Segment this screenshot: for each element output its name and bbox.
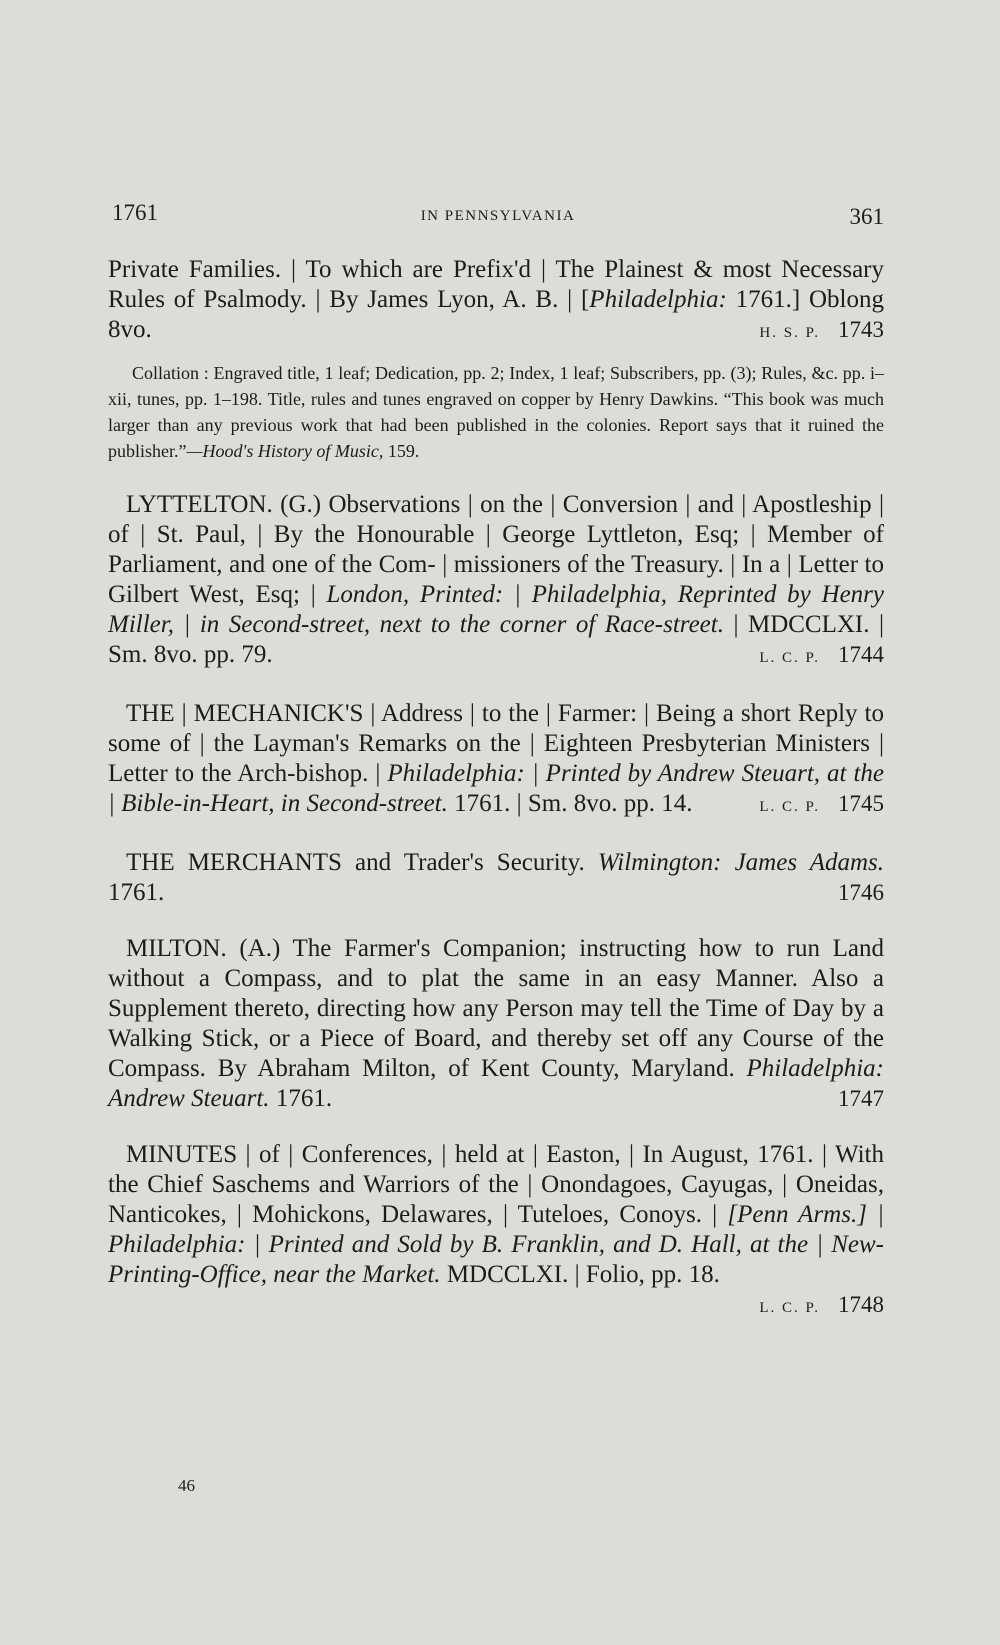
collation-page: 159. [383,441,420,461]
running-title: IN PENNSYLVANIA [420,208,576,224]
entry-reference [741,1290,884,1323]
entry-reference [759,315,884,348]
entry-text: Private Families. | To which are Prefix'd | The Plainest & most Necessary Rules of Psalmody. | By James Lyon, A. B. | [ [108,256,884,313]
entry-imprint: Philadelphia: Andrew Steuart. [108,1055,884,1112]
entry-1743 [108,255,884,464]
library-code: L. C. P. [759,799,820,815]
entry-1748 [108,1140,884,1323]
entry-text: LYTTELTON. (G.) Observations | on the | Conversion | and | Apostleship | of | St. Paul, | By the Honourable | George Lyttleton, Esq; | Member of Parliament, and one of the Com- | missioners of the Treasury. | In a | Letter to Gilbert West, Esq; | [108,491,884,608]
library-code: L. C. P. [759,1300,820,1316]
library-code: L. C. P. [759,650,820,666]
collation-citation: —Hood's History of Music, [186,441,384,461]
library-code: H. S. P. [759,325,820,341]
page-header [112,200,884,240]
entry-1745 [108,699,884,822]
entry-number: 1743 [838,317,884,342]
entry-imprint: Philadelphia: [589,286,727,313]
bibliography-entries [108,255,884,1323]
entry-text-tail: MDCCLXI. | Folio, pp. 18. [440,1261,720,1288]
signature-mark: 46 [178,1476,195,1495]
entry-text: THE | MECHANICK'S | Address | to the | Farmer: | Being a short Reply to some of | the Layman's Remarks on the | Eighteen Presbyterian Ministers | Letter to the Arch-bishop. | [108,700,884,787]
entry-1747 [108,934,884,1114]
entry-reference [741,640,884,673]
entry-text: MILTON. (A.) The Farmer's Companion; instructing how to run Land without a Compass, and to plat the same in an easy Manner. Also a Supplement thereto, directing how any Person may tell the Time of Day by a Walking Stick, or a Piece of Board, and thereby set off any Course of the Compass. By Abraham Milton, of Kent County, Maryland. [108,935,884,1082]
page-number: 361 [849,204,884,229]
collation-note [108,360,884,464]
entry-text: MINUTES | of | Conferences, | held at | Easton, | In August, 1761. | With the Chief Saschems and Warriors of the | Onondagoes, Cayugas, | Oneidas, Nanticokes, | Mohickons, Delawares, | Tuteloes, Conoys. | [108,1141,884,1228]
entry-text: THE MERCHANTS and Trader's Security. [126,849,598,876]
collation-text: Collation : Engraved title, 1 leaf; Dedication, pp. 2; Index, 1 leaf; Subscribers, pp. (3); Rules, &c. pp. i–xii, tunes, pp. 1–198. Title, rules and tunes engraved on copper by Henry Dawkins. “This book was much larger than any previous work that had been published in the colonies. Report says that it ruined the publisher.” [108,363,884,461]
entry-imprint: Philadelphia: | Printed by Andrew Steuart, at the | Bible-in-Heart, in Second-street. [108,760,884,817]
entry-number: 1744 [838,642,884,667]
entry-imprint: London, Printed: | Philadelphia, Reprinted by Henry Miller, | in Second-street, next to the corner of Race-street. [108,581,884,638]
entry-number: 1747 [838,1086,884,1111]
entry-text-tail: 1761. | Sm. 8vo. pp. 14. [447,790,693,817]
entry-text-tail: 1761. [108,879,165,906]
entry-reference [820,878,884,908]
entry-number: 1748 [838,1292,884,1317]
entry-1746 [108,848,884,908]
entry-text-tail: 1761.] Oblong 8vo. [108,286,884,343]
entry-1744 [108,490,884,673]
entry-text-tail: 1761. [269,1085,333,1112]
entry-imprint: [Penn Arms.] | Philadelphia: | Printed and Sold by B. Franklin, and D. Hall, at the | New-Printing-Office, near the Market. [108,1201,884,1288]
entry-reference [820,1084,884,1114]
entry-number: 1745 [838,791,884,816]
entry-number: 1746 [838,880,884,905]
entry-text-tail: | MDCCLXI. | Sm. 8vo. pp. 79. [108,611,885,668]
entry-imprint: Wilmington: James Adams. [597,849,885,876]
entry-reference [741,789,884,822]
header-year: 1761 [112,200,158,225]
